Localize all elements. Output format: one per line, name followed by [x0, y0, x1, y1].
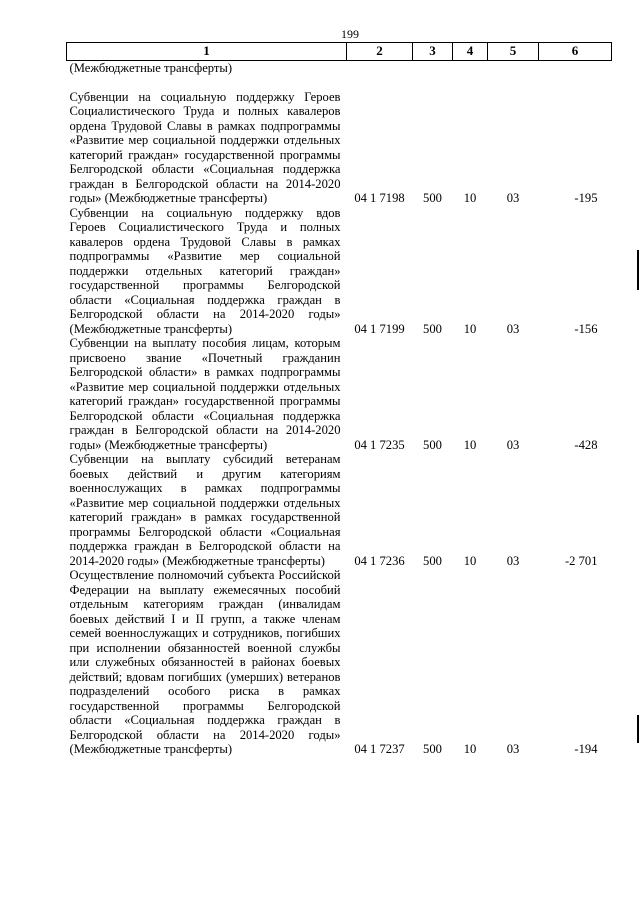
table-row: [67, 452, 612, 568]
row-subsection: 03: [506, 553, 520, 568]
row-section: 10: [463, 437, 477, 452]
row-section: 10: [463, 321, 477, 336]
row-target-code: 04 1 7235: [354, 437, 405, 452]
table-row: [67, 90, 612, 206]
header-col-6: 6: [539, 43, 612, 61]
row-section: 10: [463, 742, 477, 756]
row-description: Субвенции на выплату пособия лицам, которым присвоено звание «Почетный гражданин Белгородской области» в рамках подпрограммы «Развитие мер социальной поддержки отдельных категорий граждан» государственной программы Белгородской области «Социальная поддержка граждан в Белгородской области на 2014-2020 годы» (Межбюджетные трансферты): [69, 336, 341, 452]
row-description: Субвенции на выплату субсидий ветеранам боевых действий и другим категориям военнослужащих в рамках подпрограммы «Развитие мер социальной поддержки отдельных категорий граждан» в рамках государственной программы Белгородской области «Социальная поддержка граждан в Белгородской области на 2014-2020 годы» (Межбюджетные трансферты): [69, 452, 341, 568]
row-subsection: 03: [506, 191, 520, 205]
row-expense-type: 500: [423, 742, 442, 756]
row-expense-type: 500: [423, 191, 442, 205]
continuation-row: [67, 61, 612, 76]
row-expense-type: 500: [423, 321, 442, 336]
continuation-text: (Межбюджетные трансферты): [69, 61, 233, 75]
header-col-3: 3: [413, 43, 453, 61]
budget-table: [66, 42, 612, 757]
row-amount: -2 701: [564, 553, 598, 568]
row-amount: -156: [574, 321, 598, 336]
row-amount: -428: [574, 437, 598, 452]
row-section: 10: [463, 191, 477, 205]
scan-edge-mark: [637, 250, 639, 290]
table-row: [67, 568, 612, 757]
table-row: [67, 336, 612, 452]
row-subsection: 03: [506, 437, 520, 452]
header-col-2: 2: [347, 43, 413, 61]
row-target-code: 04 1 7236: [354, 553, 405, 568]
row-description: Осуществление полномочий субъекта Российской Федерации на выплату ежемесячных пособий отдельным категориям граждан (инвалидам боевых действий I и II групп, а также членам семей военнослужащих и сотрудников, погибших при исполнении обязанностей военной службы или служебных обязанностей в районах боевых действий; вдовам погибших (умерших) ветеранов подразделений особого риска в рамках государственной программы Белгородской области «Социальная поддержка граждан в Белгородской области на 2014-2020 годы» (Межбюджетные трансферты): [69, 568, 341, 756]
page-number: 199: [341, 27, 359, 41]
row-amount: -195: [574, 191, 598, 205]
row-subsection: 03: [506, 321, 520, 336]
row-description: Субвенции на социальную поддержку вдов Героев Социалистического Труда и полных кавалеров ордена Трудовой Славы в рамках подпрограммы «Развитие мер социальной поддержки отдельных категорий граждан» государственной программы Белгородской области «Социальная поддержка граждан в Белгородской области на 2014-2020 годы» (Межбюджетные трансферты): [69, 205, 341, 336]
row-expense-type: 500: [423, 553, 442, 568]
row-subsection: 03: [506, 742, 520, 756]
row-target-code: 04 1 7198: [354, 191, 405, 205]
row-target-code: 04 1 7199: [354, 321, 405, 336]
header-row: [67, 43, 612, 61]
header-col-1: 1: [67, 43, 347, 61]
row-section: 10: [463, 553, 477, 568]
spacer-row: [67, 76, 612, 90]
row-target-code: 04 1 7237: [354, 742, 405, 756]
row-expense-type: 500: [423, 437, 442, 452]
table-row: [67, 206, 612, 337]
row-description: Субвенции на социальную поддержку Героев Социалистического Труда и полных кавалеров ордена Трудовой Славы в рамках подпрограммы «Развитие мер социальной поддержки отдельных категорий граждан» государственной программы Белгородской области «Социальная поддержка граждан в Белгородской области на 2014-2020 годы» (Межбюджетные трансферты): [69, 89, 341, 205]
header-col-4: 4: [453, 43, 488, 61]
row-amount: -194: [574, 742, 598, 756]
scan-edge-mark: [637, 715, 639, 743]
header-col-5: 5: [488, 43, 539, 61]
